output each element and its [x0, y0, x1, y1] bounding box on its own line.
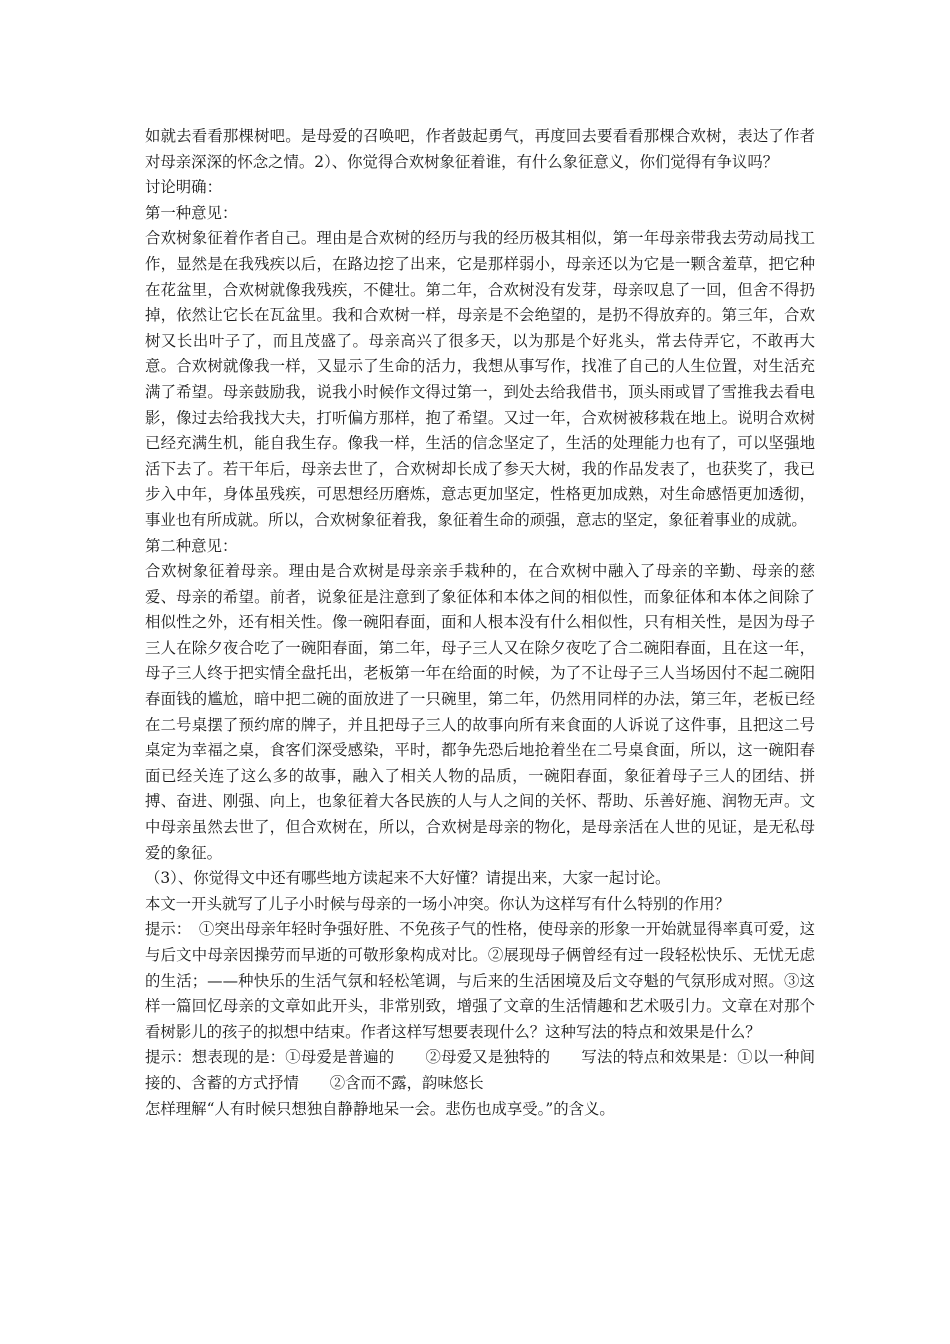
paragraph-opening-question: 本文一开头就写了儿子小时候与母亲的一场小冲突。你认为这样写有什么特别的作用？	[145, 894, 730, 913]
paragraph-question-3: （3）、你觉得文中还有哪些地方读起来不大好懂？请提出来，大家一起讨论。	[145, 869, 671, 888]
paragraph-second-opinion-heading: 第二种意见：	[145, 536, 238, 555]
paragraph-first-opinion-heading: 第一种意见：	[145, 203, 238, 222]
paragraph-hint-2: 提示：想表现的是：①母爱是普遍的 ②母爱又是独特的 写法的特点和效果是：①以一种间接的、含蓄的方式抒情 ②含而不露，韵味悠长	[145, 1048, 815, 1092]
paragraph-first-opinion: 合欢树象征着作者自己。理由是合欢树的经历与我的经历极其相似，第一年母亲带我去劳动局找工作，显然是在我残疾以后，在路边挖了出来，它是那样弱小，母亲还以为它是一颗含羞草，把它种在花盆里，合欢树就像我残疾，不健壮。第二年，合欢树没有发芽，母亲叹息了一回，但舍不得扔掉，依然让它长在瓦盆里。我和合欢树一样，母亲是不会绝望的，是扔不得放弃的。第三年，合欢树又长出叶子了，而且茂盛了。母亲高兴了很多天，以为那是个好兆头，常去侍弄它，不敢再大意。合欢树就像我一样，又显示了生命的活力，我想从事写作，找准了自己的人生位置，对生活充满了希望。母亲鼓励我，说我小时候作文得过第一，到处去给我借书，顶头雨或冒了雪推我去看电影，像过去给我找大夫，打听偏方那样，抱了希望。又过一年，合欢树被移栽在地上。说明合欢树已经充满生机，能自我生存。像我一样，生活的信念坚定了，生活的处理能力也有了，可以坚强地活下去了。若干年后，母亲去世了，合欢树却长成了参天大树，我的作品发表了，也获奖了，我已步入中年，身体虽残疾，可思想经历磨炼，意志更加坚定，性格更加成熟，对生命感悟更加透彻，事业也有所成就。所以，合欢树象征着我，象征着生命的顽强，意志的坚定，象征着事业的成就。	[145, 229, 815, 529]
paragraph-second-opinion: 合欢树象征着母亲。理由是合欢树是母亲亲手栽种的，在合欢树中融入了母亲的辛勤、母亲的慈爱、母亲的希望。前者，说象征是注意到了象征体和本体之间的相似性，而象征体和本体之间除了相似性之外，还有相关性。像一碗阳春面，面和人根本没有什么相似性，只有相关性，是因为母子三人在除夕夜合吃了一碗阳春面，第二年，母子三人又在除夕夜吃了合二碗阳春面，且在这一年，母子三人终于把实情全盘托出，老板第一年在给面的时候，为了不让母子三人当场因付不起二碗阳春面钱的尴尬，暗中把二碗的面放进了一只碗里，第二年，仍然用同样的办法，第三年，老板已经在二号桌摆了预约席的牌子，并且把母子三人的故事向所有来食面的人诉说了这件事，且把这二号桌定为幸福之桌，食客们深受感染，平时，都争先恐后地抢着坐在二号桌食面，所以，这一碗阳春面已经关连了这么多的故事，融入了相关人物的品质，一碗阳春面，象征着母子三人的团结、拼搏、奋进、刚强、向上，也象征着大各民族的人与人之间的关怀、帮助、乐善好施、润物无声。文中母亲虽然去世了，但合欢树在，所以，合欢树是母亲的物化，是母亲活在人世的见证，是无私母爱的象征。	[145, 562, 815, 862]
paragraph-intro: 如就去看看那棵树吧。是母爱的召唤吧，作者鼓起勇气，再度回去要看看那棵合欢树，表达了作者对母亲深深的怀念之情。2）、你觉得合欢树象征着谁，有什么象征意义，你们觉得有争议吗？	[145, 127, 815, 171]
paragraph-final-question: 怎样理解“人有时候只想独自静静地呆一会。悲伤也成享受。”的含义。	[145, 1099, 615, 1118]
paragraph-hint-1: 提示： ①突出母亲年轻时争强好胜、不免孩子气的性格，使母亲的形象一开始就显得率真可爱，这与后文中母亲因操劳而早逝的可敬形象构成对比。②展现母子俩曾经有过一段轻松快乐、无忧无虑的生活；——种快乐的生活气氛和轻松笔调，与后来的生活困境及后文夺魁的气氛形成对照。③这样一篇回忆母亲的文章如此开头，非常别致，增强了文章的生活情趣和艺术吸引力。文章在对那个看树影儿的孩子的拟想中结束。作者这样写想要表现什么？这种写法的特点和效果是什么？	[145, 920, 815, 1041]
paragraph-discussion-heading: 讨论明确：	[145, 178, 222, 197]
document-body	[145, 124, 815, 1122]
